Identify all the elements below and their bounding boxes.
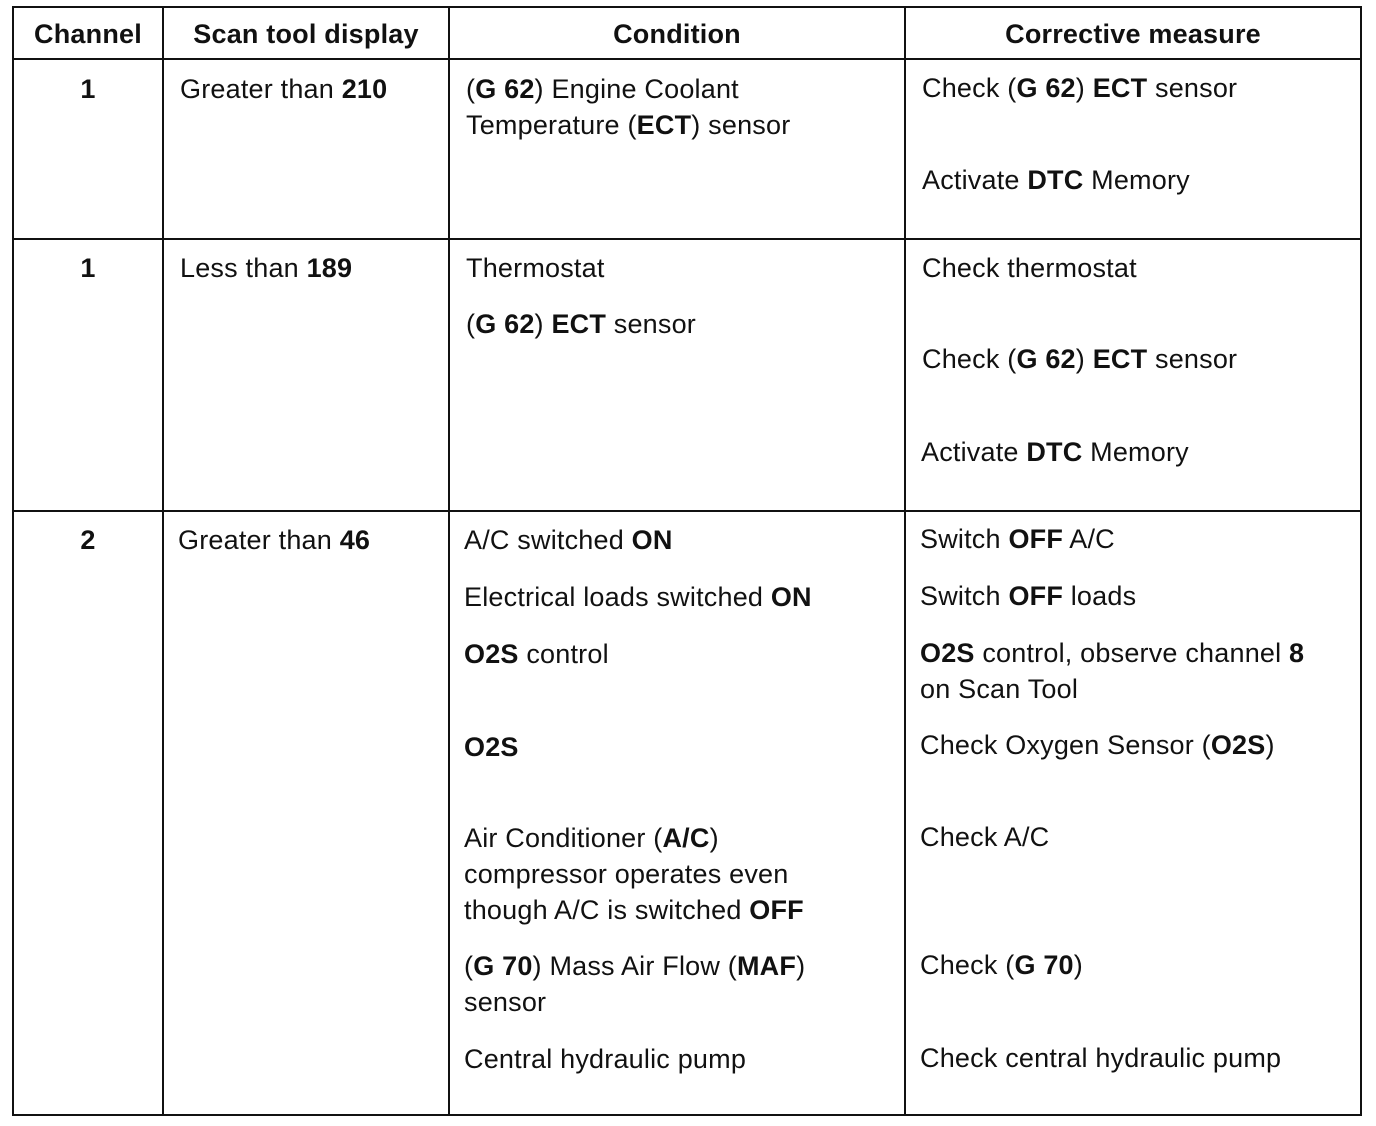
- row-1-condition-line-1: (G 62) Engine Coolant: [466, 74, 739, 104]
- header-condition: Condition: [613, 19, 741, 49]
- row-2-measure-1: Check thermostat: [922, 253, 1137, 283]
- row-3-measure-3: O2S control, observe channel 8: [920, 638, 1305, 668]
- row-3-condition-4: O2S: [464, 732, 519, 762]
- row-3-condition-2: Electrical loads switched ON: [464, 582, 812, 612]
- row-3-condition-7: though A/C is switched OFF: [464, 895, 804, 925]
- row-2-display: Less than 189: [180, 253, 353, 283]
- row-3-measure-5: Check Oxygen Sensor (O2S): [920, 730, 1275, 760]
- row-3-measure-7: Check (G 70): [920, 950, 1083, 980]
- column-divider: [162, 8, 164, 1114]
- row-3-measure-4: on Scan Tool: [920, 674, 1079, 704]
- header-scan-tool-display: Scan tool display: [193, 19, 419, 49]
- row-3-display: Greater than 46: [178, 525, 371, 555]
- row-3-condition-3: O2S control: [464, 639, 609, 669]
- row-divider: [14, 238, 1360, 240]
- row-1-channel: 1: [80, 74, 96, 104]
- row-3-measure-1: Switch OFF A/C: [920, 524, 1115, 554]
- row-3-condition-1: A/C switched ON: [464, 525, 673, 555]
- row-2-measure-3: Activate DTC Memory: [921, 437, 1189, 467]
- row-3-measure-2: Switch OFF loads: [920, 581, 1137, 611]
- column-divider: [448, 8, 450, 1114]
- header-channel: Channel: [34, 19, 142, 49]
- row-divider: [14, 58, 1360, 60]
- row-3-condition-8: (G 70) Mass Air Flow (MAF): [464, 951, 806, 981]
- row-3-condition-10: Central hydraulic pump: [464, 1044, 747, 1074]
- header-corrective-measure: Corrective measure: [1005, 19, 1261, 49]
- row-2-channel: 1: [80, 253, 96, 283]
- row-2-condition-2: (G 62) ECT sensor: [466, 309, 697, 339]
- column-divider: [904, 8, 906, 1114]
- row-3-channel: 2: [80, 525, 96, 555]
- row-3-measure-8: Check central hydraulic pump: [920, 1043, 1282, 1073]
- diagnostic-table: [12, 6, 1362, 1116]
- row-1-measure-2: Activate DTC Memory: [922, 165, 1190, 195]
- row-2-condition-1: Thermostat: [466, 253, 605, 283]
- row-1-display: Greater than 210: [180, 74, 388, 104]
- row-3-measure-6: Check A/C: [920, 822, 1050, 852]
- row-divider: [14, 510, 1360, 512]
- row-3-condition-5: Air Conditioner (A/C): [464, 823, 719, 853]
- row-3-condition-6: compressor operates even: [464, 859, 789, 889]
- row-2-measure-2: Check (G 62) ECT sensor: [922, 344, 1238, 374]
- row-1-measure-1: Check (G 62) ECT sensor: [922, 73, 1238, 103]
- row-3-condition-9: sensor: [464, 987, 547, 1017]
- row-1-condition-line-2: Temperature (ECT) sensor: [466, 110, 791, 140]
